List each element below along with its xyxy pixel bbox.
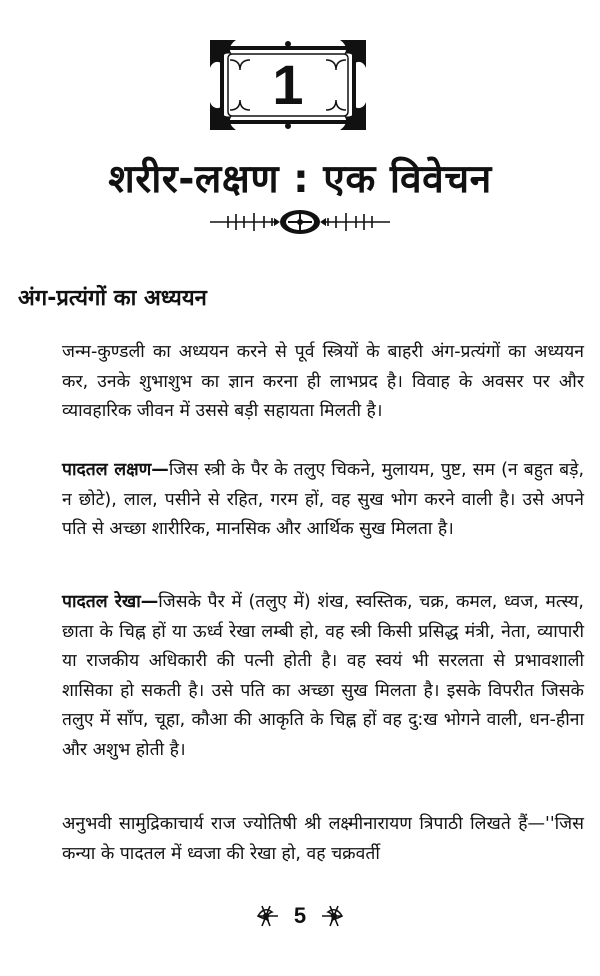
paragraph-padtal-rekha (18, 588, 584, 765)
chapter-title: शरीर-लक्षण : एक विवेचन (108, 157, 492, 202)
title-divider-ornament-icon (208, 208, 392, 236)
paragraph-text: जिस स्त्री के पैर के तलुए चिकने, मुलायम, पुष्ट, सम (न बहुत बड़े, न छोटे), लाल, पसीने से रहित, गरम हों, वह सुख भोग करने वाली है। उसे अपने पति से अच्छा शारीरिक, मानसिक और आर्थिक सुख मिलता है। (62, 460, 585, 539)
paragraph-text: जन्म-कुण्डली का अध्ययन करने से पूर्व स्त्रियों के बाहरी अंग-प्रत्यंगों का अध्ययन कर, उनके शुभाशुभ का ज्ञान करना ही लाभप्रद है। विवाह के अवसर पर और व्यावहारिक जीवन में उससे बड़ी सहायता मिलती है। (62, 342, 584, 421)
chapter-number: 1 (272, 53, 304, 116)
chapter-number-frame (208, 38, 368, 132)
paragraph-text: जिसके पैर में (तलुए में) शंख, स्वस्तिक, चक्र, कमल, ध्वज, मत्स्य, छाता के चिह्न हों या ऊर्ध्व रेखा लम्बी हो, वह स्त्री किसी प्रसिद्ध मंत्री, नेता, व्यापारी या राजकीय अधिकारी की पत्नी होती है। वह स्वयं भी सरलता से प्रभावशाली शासिका हो सकती है। उसे पति का अच्छा सुख मिलता है। इसके विपरीत जिसके तलुए में साँप, चूहा, कौआ की आकृति के चिह्न हों वह दु:ख भोगने वाली, धन-हीना और अशुभ होती है। (62, 592, 584, 760)
paragraph-lead: पादतल लक्षण— (62, 460, 169, 480)
page-footer (0, 900, 600, 932)
paragraph-padtal-lakshan (18, 456, 584, 545)
paragraph-intro (18, 338, 584, 427)
section-heading: अंग-प्रत्यंगों का अध्ययन (18, 286, 207, 311)
page-number: 5 (293, 903, 307, 928)
paragraph-text: अनुभवी सामुद्रिकाचार्य राज ज्योतिषी श्री लक्ष्मीनारायण त्रिपाठी लिखते हैं—''जिस कन्या के पादतल में ध्वजा की रेखा हो, वह चक्रवर्ती (62, 814, 584, 864)
paragraph-quote (18, 810, 584, 869)
paragraph-lead: पादतल रेखा— (62, 592, 159, 612)
